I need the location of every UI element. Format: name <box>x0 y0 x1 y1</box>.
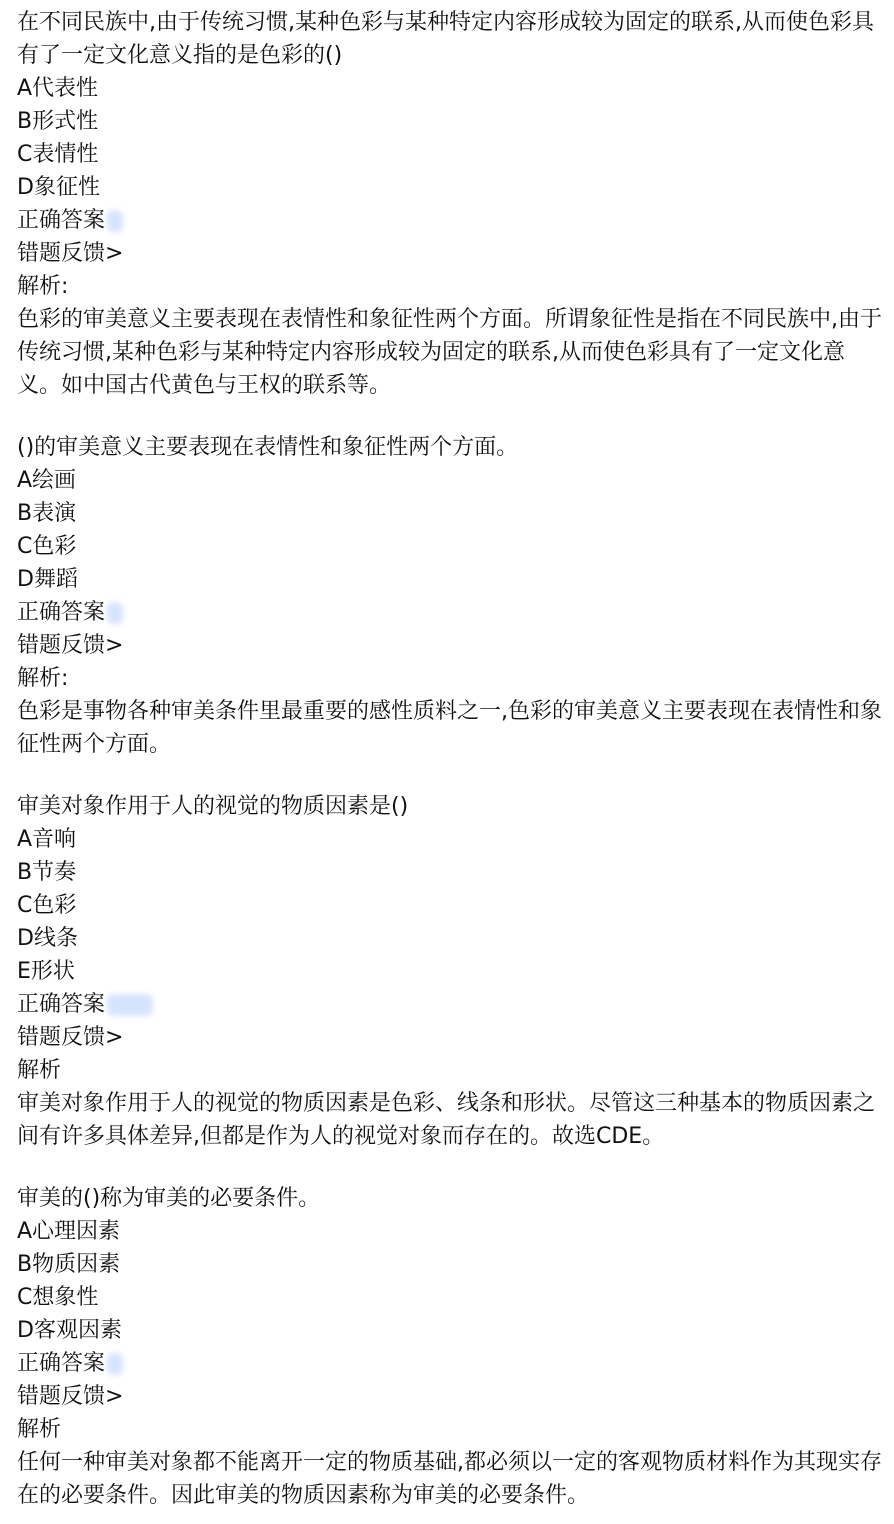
analysis-text: 任何一种审美对象都不能离开一定的物质基础,都必须以一定的客观物质材料作为其现实存在的必要条件。因此审美的物质因素称为审美的必要条件。 <box>17 1450 882 1508</box>
analysis-label: 解析 <box>17 1058 62 1083</box>
analysis-text: 审美对象作用于人的视觉的物质因素是色彩、线条和形状。尽管这三种基本的物质因素之间有许多具体差异,但都是作为人的视觉对象而存在的。故选CDE。 <box>17 1091 876 1149</box>
correct-answer-label: 正确答案 <box>17 208 106 233</box>
correct-answer-label: 正确答案 <box>17 600 106 625</box>
blurred-answer-value <box>107 210 123 232</box>
option-b: B节奏 <box>17 860 77 885</box>
analysis-label: 解析 <box>17 1417 62 1442</box>
error-feedback-link[interactable]: 错题反馈> <box>17 241 124 266</box>
error-feedback-link[interactable]: 错题反馈> <box>17 1025 124 1050</box>
question-item <box>17 790 885 1153</box>
error-feedback-link[interactable]: 错题反馈> <box>17 1384 124 1409</box>
question-list <box>17 6 885 1512</box>
analysis-text: 色彩的审美意义主要表现在表情性和象征性两个方面。所谓象征性是指在不同民族中,由于传统习惯,某种色彩与某种特定内容形成较为固定的联系,从而使色彩具有了一定文化意义。如中国古代黄色与王权的联系等。 <box>17 307 882 398</box>
correct-answer-row <box>17 1347 885 1380</box>
option-b: B表演 <box>17 501 77 526</box>
analysis-label: 解析: <box>17 666 69 691</box>
question-stem: 在不同民族中,由于传统习惯,某种色彩与某种特定内容形成较为固定的联系,从而使色彩具有了一定文化意义指的是色彩的() <box>17 10 874 68</box>
option-c: C色彩 <box>17 534 77 559</box>
question-stem: 审美的()称为审美的必要条件。 <box>17 1186 321 1211</box>
question-stem: 审美对象作用于人的视觉的物质因素是() <box>17 794 409 819</box>
question-item <box>17 1182 885 1512</box>
analysis-text: 色彩是事物各种审美条件里最重要的感性质料之一,色彩的审美意义主要表现在表情性和象征性两个方面。 <box>17 699 882 757</box>
blurred-answer-value <box>107 602 123 624</box>
blurred-answer-value <box>107 994 153 1016</box>
option-b: B物质因素 <box>17 1252 121 1277</box>
analysis-label: 解析: <box>17 274 69 299</box>
option-c: C想象性 <box>17 1285 99 1310</box>
option-a: A绘画 <box>17 468 77 493</box>
question-item <box>17 6 885 402</box>
correct-answer-row <box>17 988 885 1021</box>
blurred-answer-value <box>107 1353 123 1375</box>
option-d: D线条 <box>17 926 78 951</box>
option-a: A音响 <box>17 827 77 852</box>
option-e: E形状 <box>17 959 75 984</box>
option-a: A心理因素 <box>17 1219 121 1244</box>
option-c: C表情性 <box>17 142 99 167</box>
error-feedback-link[interactable]: 错题反馈> <box>17 633 124 658</box>
option-a: A代表性 <box>17 76 99 101</box>
question-stem: ()的审美意义主要表现在表情性和象征性两个方面。 <box>17 435 519 460</box>
correct-answer-label: 正确答案 <box>17 1351 106 1376</box>
question-item <box>17 431 885 761</box>
option-d: D象征性 <box>17 175 100 200</box>
option-b: B形式性 <box>17 109 99 134</box>
correct-answer-row <box>17 204 885 237</box>
correct-answer-label: 正确答案 <box>17 992 106 1017</box>
option-d: D客观因素 <box>17 1318 122 1343</box>
option-d: D舞蹈 <box>17 567 78 592</box>
correct-answer-row <box>17 596 885 629</box>
option-c: C色彩 <box>17 893 77 918</box>
